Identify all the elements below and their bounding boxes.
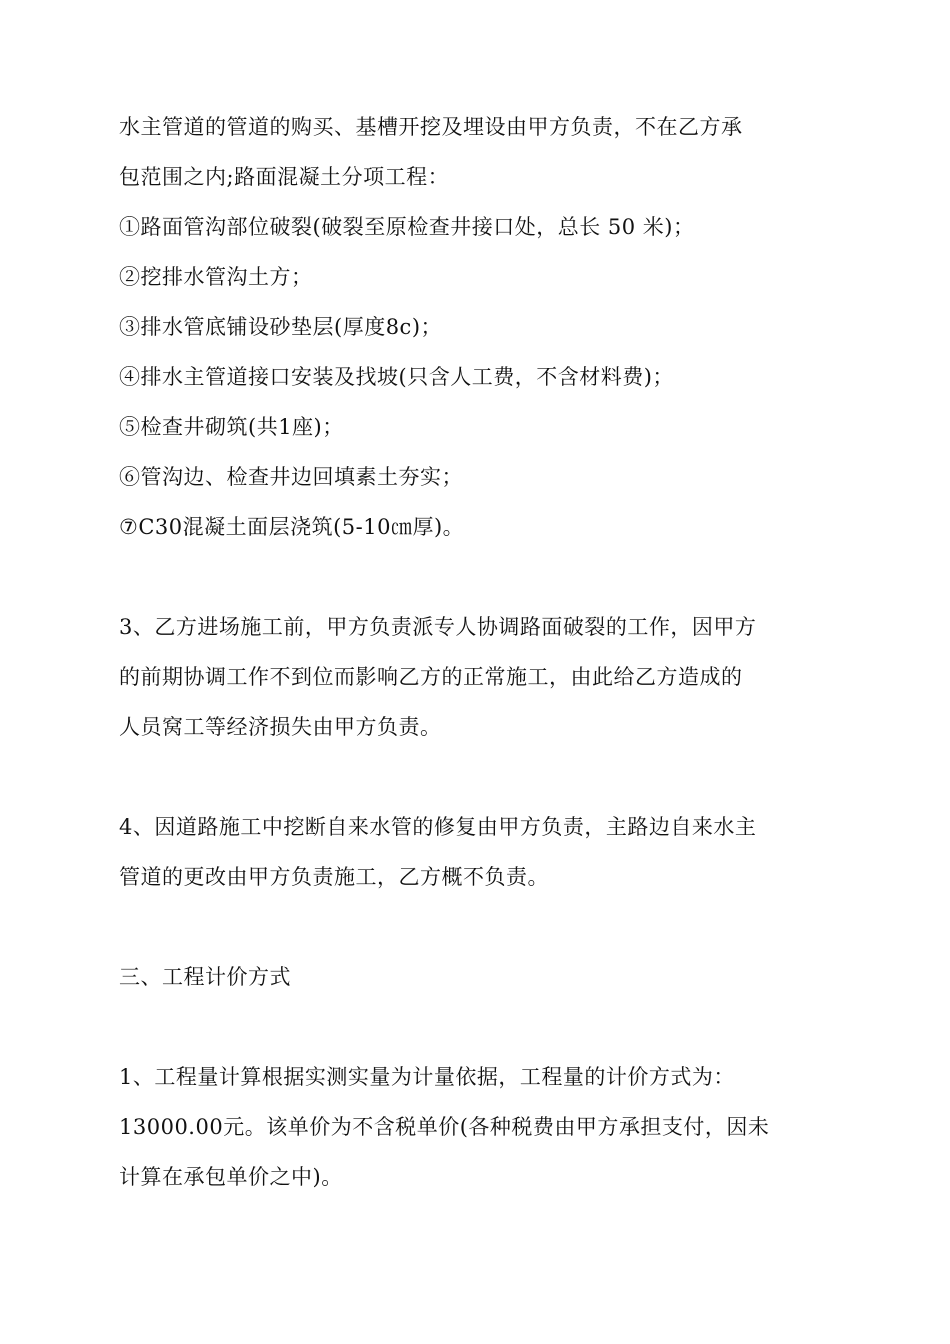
list-item-4: ④排水主管道接口安装及找坡(只含人工费，不含材料费)； — [119, 365, 674, 389]
paragraph-3-line: 的前期协调工作不到位而影响乙方的正常施工，由此给乙方造成的 — [119, 665, 743, 689]
paragraph-pricing-line: 13000.00元。该单价为不含税单价(各种税费由甲方承担支付，因未 — [119, 1115, 770, 1139]
list-item-5: ⑤检查井砌筑(共1座)； — [119, 415, 344, 439]
paragraph-pricing-line: 计算在承包单价之中)。 — [119, 1165, 343, 1189]
list-item-6: ⑥管沟边、检查井边回填素土夯实； — [119, 465, 463, 489]
section-heading: 三、工程计价方式 — [119, 965, 291, 989]
text-line: 水主管道的管道的购买、基槽开挖及埋设由甲方负责，不在乙方承 — [119, 115, 743, 139]
list-item-3: ③排水管底铺设砂垫层(厚度8c)； — [119, 315, 443, 339]
list-item-7: ⑦C30混凝土面层浇筑(5-10㎝厚)。 — [119, 515, 465, 539]
paragraph-4-line: 管道的更改由甲方负责施工，乙方概不负责。 — [119, 865, 549, 889]
paragraph-3-line: 人员窝工等经济损失由甲方负责。 — [119, 715, 442, 739]
paragraph-3-line: 3、乙方进场施工前，甲方负责派专人协调路面破裂的工作，因甲方 — [119, 615, 757, 639]
paragraph-4-line: 4、因道路施工中挖断自来水管的修复由甲方负责，主路边自来水主 — [119, 815, 757, 839]
text-line: 包范围之内;路面混凝土分项工程： — [119, 165, 450, 189]
paragraph-pricing-line: 1、工程量计算根据实测实量为计量依据，工程量的计价方式为： — [119, 1065, 735, 1089]
list-item-1: ①路面管沟部位破裂(破裂至原检查井接口处，总长 50 米)； — [119, 215, 695, 239]
list-item-2: ②挖排水管沟土方； — [119, 265, 313, 289]
